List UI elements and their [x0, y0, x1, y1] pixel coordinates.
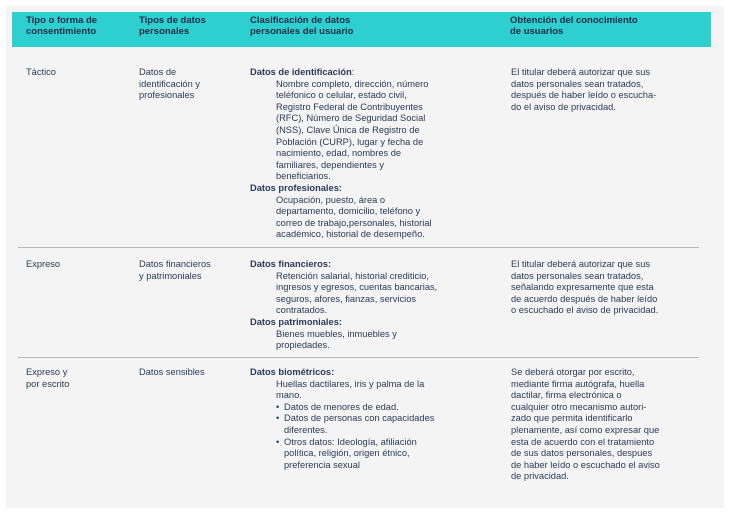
- row-3-data-types: Datos sensibles: [139, 367, 205, 377]
- header-knowledge: Obtención del conocimiento de usuarios: [510, 15, 638, 37]
- row-1-classification: Datos de identificación: Nombre completo, dirección, número teléfonico o celular, estado civil, Registro Federal de Contribuyentes (RFC), Número de Seguridad Social (NSS), Clave Única de Registro de Población (CURP), lugar y fecha de nacimiento, edad, nombres de familiares, dependientes y beneficiarios. Datos profesionales: Ocupación, puesto, área o departamento, domicilio, teléfono y correo de trabajo,personales, historial académico, historial de desempeño.: [250, 67, 432, 240]
- row-1-consent-type: Táctico: [26, 67, 56, 77]
- bullet-item: • Datos de personas con capacidades: [276, 413, 435, 424]
- row-3-classification: Datos biométricos: Huellas dactilares, iris y palma de la mano. • Datos de menores de edad. • Datos de personas con capacidades diferentes. • Otros datos: Ideología, afiliación política, religión, origen étnico, preferencia sexual: [250, 367, 500, 471]
- row-2-data-types: Datos financieros y patrimoniales: [139, 259, 211, 281]
- bullet-item: • Datos de menores de edad.: [276, 401, 399, 412]
- row-1-data-types: Datos de identificación y profesionales: [139, 67, 200, 101]
- row-1-knowledge: El titular deberá autorizar que sus datos personales sean tratados, después de haber leído o escucha- do el aviso de privacidad.: [511, 67, 657, 112]
- row-divider: [18, 247, 699, 248]
- row-divider: [18, 357, 699, 358]
- bullet-item: • Otros datos: Ideología, afiliación: [276, 436, 417, 447]
- header-classification: Clasificación de datos personales del usuario: [250, 15, 354, 37]
- row-3-consent-type: Expreso y por escrito: [26, 367, 70, 389]
- row-2-consent-type: Expreso: [26, 259, 61, 269]
- row-2-classification: Datos financieros: Retención salarial, historial crediticio, ingresos y egresos, cuentas bancarias, seguros, afores, fianzas, servicios contratados. Datos patrimoniales: Bienes muebles, inmuebles y propiedades.: [250, 259, 438, 351]
- header-consent-type: Tipo o forma de consentimiento: [26, 15, 98, 37]
- row-2-knowledge: El titular deberá autorizar que sus datos personales sean tratados, señalando expresamente que esta de acuerdo después de haber leído o escuchado el aviso de privacidad.: [511, 259, 659, 316]
- table-header: [12, 12, 711, 47]
- header-data-types: Tipos de datos personales: [139, 15, 206, 37]
- row-3-knowledge: Se deberá otorgar por escrito, mediante firma autógrafa, huella dactilar, firma electrónica o cualquier otro mecanismo autori- zado que permita identificarlo plenamente, así como expresar que esta de acuerdo con el tratamiento de sus datos personales, despues de haber leído o escuchado el aviso de privacidad.: [511, 367, 660, 482]
